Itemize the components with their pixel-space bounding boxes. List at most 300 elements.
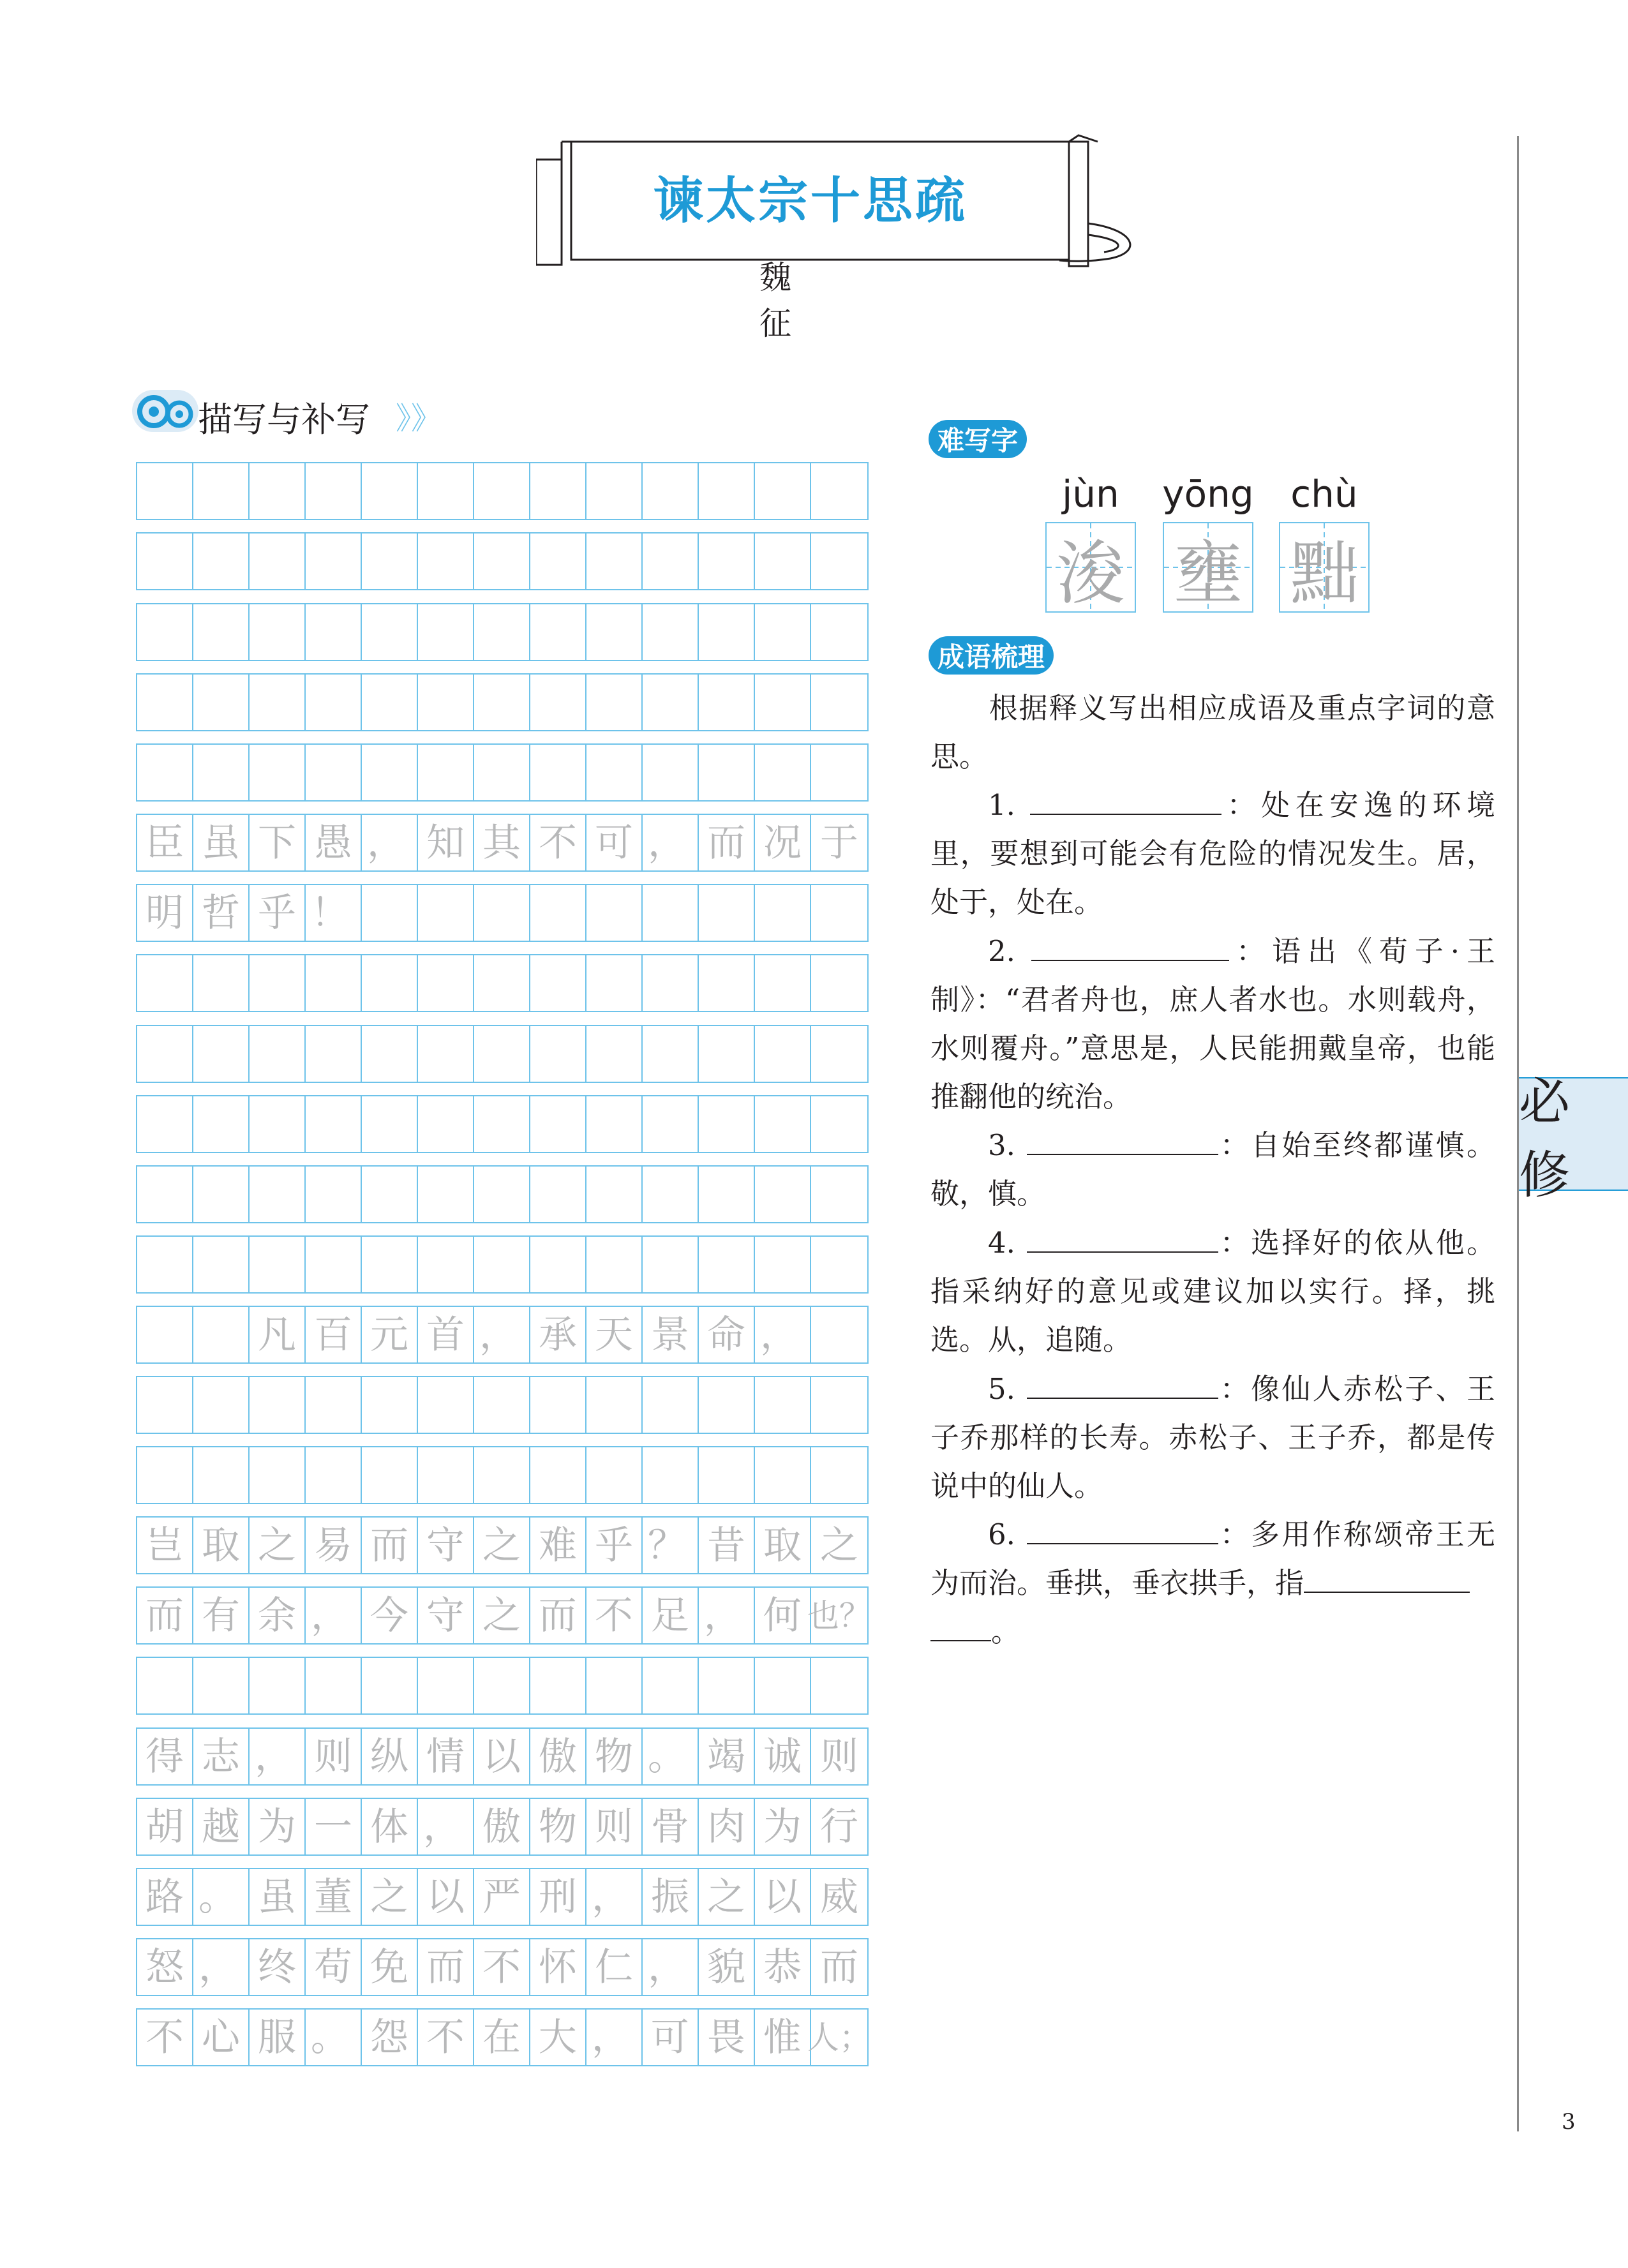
grid-cell[interactable] xyxy=(306,533,362,589)
grid-cell[interactable] xyxy=(418,1447,474,1503)
grid-cell[interactable]: 下 xyxy=(250,815,306,870)
grid-cell[interactable] xyxy=(306,1167,362,1222)
grid-cell[interactable] xyxy=(250,1447,306,1503)
grid-cell[interactable] xyxy=(755,463,811,519)
grid-cell[interactable]: ， xyxy=(250,1729,306,1784)
grid-cell[interactable] xyxy=(418,1377,474,1433)
grid-cell[interactable] xyxy=(193,1167,250,1222)
grid-cell[interactable] xyxy=(418,1026,474,1082)
grid-cell[interactable] xyxy=(418,1096,474,1152)
grid-cell[interactable] xyxy=(137,745,193,800)
grid-cell[interactable]: 胡 xyxy=(137,1799,193,1854)
grid-cell[interactable] xyxy=(586,1237,643,1292)
grid-cell[interactable]: 行 xyxy=(820,1804,859,1849)
grid-cell[interactable]: 之 xyxy=(362,1869,418,1925)
grid-cell[interactable] xyxy=(193,1658,250,1713)
grid-cell[interactable] xyxy=(306,1447,362,1503)
grid-cell[interactable]: 志 xyxy=(193,1729,250,1784)
grid-cell[interactable] xyxy=(474,745,530,800)
grid-cell[interactable]: 心 xyxy=(193,2010,250,2065)
grid-cell[interactable] xyxy=(586,675,643,730)
grid-cell[interactable]: 大 xyxy=(530,2010,586,2065)
grid-cell[interactable] xyxy=(250,745,306,800)
grid-cell[interactable]: 振 xyxy=(643,1869,699,1925)
grid-cell[interactable]: 体 xyxy=(362,1799,418,1854)
grid-cell[interactable] xyxy=(193,745,250,800)
grid-cell[interactable] xyxy=(755,1447,811,1503)
grid-cell[interactable]: 足 xyxy=(643,1588,699,1643)
grid-cell[interactable]: 以 xyxy=(474,1729,530,1784)
grid-cell[interactable]: 守 xyxy=(418,1518,474,1573)
grid-cell[interactable] xyxy=(755,1237,811,1292)
grid-cell[interactable] xyxy=(306,1026,362,1082)
grid-cell[interactable] xyxy=(530,675,586,730)
grid-cell[interactable]: 越 xyxy=(193,1799,250,1854)
grid-cell[interactable]: ， xyxy=(362,815,418,870)
grid-cell[interactable] xyxy=(474,1658,530,1713)
grid-cell[interactable] xyxy=(193,1237,250,1292)
grid-cell[interactable] xyxy=(137,1167,193,1222)
grid-cell[interactable]: 况 xyxy=(755,815,811,870)
grid-cell[interactable] xyxy=(362,1026,418,1082)
grid-cell[interactable]: 路 xyxy=(137,1869,193,1925)
grid-cell[interactable] xyxy=(530,1167,586,1222)
grid-cell[interactable] xyxy=(250,604,306,660)
grid-cell[interactable]: 在 xyxy=(474,2010,530,2065)
grid-cell[interactable] xyxy=(530,1237,586,1292)
grid-cell[interactable]: 承 xyxy=(530,1307,586,1362)
grid-cell[interactable] xyxy=(586,533,643,589)
grid-cell[interactable]: ， xyxy=(586,2010,643,2065)
grid-cell[interactable] xyxy=(250,1026,306,1082)
grid-cell[interactable] xyxy=(418,463,474,519)
grid-cell[interactable] xyxy=(811,885,867,941)
grid-cell[interactable] xyxy=(137,1026,193,1082)
grid-cell[interactable]: 傲 xyxy=(474,1799,530,1854)
grid-cell[interactable]: ， xyxy=(755,1307,811,1362)
grid-cell[interactable] xyxy=(811,1658,867,1713)
grid-cell[interactable]: 董 xyxy=(306,1869,362,1925)
grid-cell[interactable]: 其 xyxy=(474,815,530,870)
grid-cell[interactable] xyxy=(362,745,418,800)
grid-cell[interactable] xyxy=(643,604,699,660)
grid-cell[interactable] xyxy=(699,533,755,589)
grid-cell[interactable] xyxy=(530,955,586,1011)
grid-cell[interactable] xyxy=(699,1658,755,1713)
grid-cell[interactable] xyxy=(699,885,755,941)
grid-cell[interactable] xyxy=(474,463,530,519)
grid-cell[interactable] xyxy=(362,1377,418,1433)
grid-cell[interactable] xyxy=(811,1096,867,1152)
grid-cell[interactable] xyxy=(306,1377,362,1433)
grid-cell[interactable]: 天 xyxy=(586,1307,643,1362)
grid-cell[interactable] xyxy=(811,463,867,519)
grid-cell[interactable]: 怒 xyxy=(137,1939,193,1995)
grid-cell[interactable]: 刑 xyxy=(530,1869,586,1925)
grid-cell[interactable] xyxy=(362,463,418,519)
grid-cell[interactable] xyxy=(137,1237,193,1292)
grid-cell[interactable]: 今 xyxy=(362,1588,418,1643)
grid-cell[interactable] xyxy=(474,533,530,589)
grid-cell[interactable] xyxy=(586,1658,643,1713)
grid-cell[interactable] xyxy=(755,1096,811,1152)
grid-cell[interactable]: 余 xyxy=(250,1588,306,1643)
grid-cell[interactable] xyxy=(643,885,699,941)
grid-cell[interactable] xyxy=(250,533,306,589)
grid-cell[interactable]: 为 xyxy=(755,1799,811,1854)
grid-cell[interactable] xyxy=(137,533,193,589)
grid-cell[interactable] xyxy=(699,463,755,519)
grid-cell[interactable] xyxy=(418,1658,474,1713)
grid-cell[interactable] xyxy=(306,675,362,730)
grid-cell[interactable] xyxy=(137,1658,193,1713)
grid-cell[interactable] xyxy=(811,1237,867,1292)
grid-cell[interactable]: 不 xyxy=(530,815,586,870)
grid-cell[interactable]: 而 xyxy=(699,815,755,870)
grid-cell[interactable] xyxy=(530,463,586,519)
grid-cell[interactable] xyxy=(362,1658,418,1713)
grid-cell[interactable] xyxy=(530,1026,586,1082)
grid-cell[interactable] xyxy=(643,955,699,1011)
grid-cell[interactable]: ， xyxy=(643,1939,699,1995)
grid-cell[interactable]: 而 xyxy=(362,1518,418,1573)
grid-cell[interactable]: 而 xyxy=(530,1588,586,1643)
grid-cell[interactable] xyxy=(530,1658,586,1713)
grid-cell[interactable]: 仁 xyxy=(586,1939,643,1995)
grid-cell[interactable] xyxy=(699,1447,755,1503)
grid-cell[interactable] xyxy=(586,604,643,660)
grid-cell[interactable] xyxy=(250,463,306,519)
grid-cell[interactable] xyxy=(530,885,586,941)
grid-cell[interactable] xyxy=(193,1377,250,1433)
grid-cell[interactable] xyxy=(306,604,362,660)
grid-cell[interactable] xyxy=(137,1447,193,1503)
grid-cell[interactable] xyxy=(699,1096,755,1152)
grid-cell[interactable]: 之 xyxy=(474,1518,530,1573)
grid-cell[interactable]: 之 xyxy=(250,1518,306,1573)
grid-cell[interactable]: 纵 xyxy=(362,1729,418,1784)
grid-cell[interactable] xyxy=(586,955,643,1011)
grid-cell[interactable] xyxy=(755,675,811,730)
grid-cell[interactable]: 于 xyxy=(820,820,859,865)
answer-blank-6b[interactable] xyxy=(1304,1566,1470,1593)
grid-cell[interactable]: 终 xyxy=(250,1939,306,1995)
grid-cell[interactable]: 人； xyxy=(807,2018,871,2056)
grid-cell[interactable] xyxy=(474,955,530,1011)
grid-cell[interactable] xyxy=(811,675,867,730)
grid-cell[interactable] xyxy=(193,604,250,660)
grid-cell[interactable]: 怀 xyxy=(530,1939,586,1995)
grid-cell[interactable] xyxy=(811,955,867,1011)
grid-cell[interactable]: 物 xyxy=(530,1799,586,1854)
grid-cell[interactable]: 。 xyxy=(193,1869,250,1925)
grid-cell[interactable] xyxy=(362,1096,418,1152)
grid-cell[interactable] xyxy=(193,533,250,589)
grid-cell[interactable] xyxy=(474,604,530,660)
grid-cell[interactable]: ， xyxy=(586,1869,643,1925)
grid-cell[interactable] xyxy=(362,1167,418,1222)
grid-cell[interactable]: 。 xyxy=(643,1729,699,1784)
grid-cell[interactable]: 则 xyxy=(586,1799,643,1854)
answer-blank-6c[interactable] xyxy=(930,1615,991,1641)
grid-cell[interactable]: 易 xyxy=(306,1518,362,1573)
grid-cell[interactable] xyxy=(306,745,362,800)
grid-cell[interactable]: 乎 xyxy=(250,885,306,941)
grid-cell[interactable]: 得 xyxy=(137,1729,193,1784)
grid-cell[interactable] xyxy=(699,1377,755,1433)
grid-cell[interactable]: 惟 xyxy=(755,2010,811,2065)
answer-blank-6[interactable] xyxy=(1027,1518,1218,1544)
grid-cell[interactable]: 骨 xyxy=(643,1799,699,1854)
grid-cell[interactable]: 之 xyxy=(699,1869,755,1925)
grid-cell[interactable] xyxy=(474,1377,530,1433)
grid-cell[interactable]: 取 xyxy=(193,1518,250,1573)
grid-cell[interactable] xyxy=(643,533,699,589)
grid-cell[interactable] xyxy=(586,745,643,800)
answer-blank-5[interactable] xyxy=(1027,1372,1218,1399)
grid-cell[interactable] xyxy=(474,1167,530,1222)
grid-cell[interactable] xyxy=(418,675,474,730)
answer-blank-1[interactable] xyxy=(1030,788,1221,815)
grid-cell[interactable]: 以 xyxy=(418,1869,474,1925)
grid-cell[interactable] xyxy=(418,1167,474,1222)
grid-cell[interactable] xyxy=(474,1447,530,1503)
grid-cell[interactable]: 景 xyxy=(643,1307,699,1362)
grid-cell[interactable]: 首 xyxy=(418,1307,474,1362)
grid-cell[interactable]: 而 xyxy=(137,1588,193,1643)
grid-cell[interactable] xyxy=(755,1658,811,1713)
grid-cell[interactable] xyxy=(193,1096,250,1152)
grid-cell[interactable] xyxy=(250,1658,306,1713)
grid-cell[interactable]: 有 xyxy=(193,1588,250,1643)
grid-cell[interactable] xyxy=(250,955,306,1011)
grid-cell[interactable] xyxy=(586,885,643,941)
grid-cell[interactable] xyxy=(699,1167,755,1222)
grid-cell[interactable] xyxy=(137,463,193,519)
grid-cell[interactable] xyxy=(643,463,699,519)
grid-cell[interactable] xyxy=(193,463,250,519)
grid-cell[interactable] xyxy=(586,1377,643,1433)
grid-cell[interactable]: 不 xyxy=(418,2010,474,2065)
grid-cell[interactable]: 也？ xyxy=(807,1597,871,1634)
grid-cell[interactable]: 貌 xyxy=(699,1939,755,1995)
grid-cell[interactable] xyxy=(362,675,418,730)
grid-cell[interactable] xyxy=(643,675,699,730)
grid-cell[interactable] xyxy=(474,885,530,941)
grid-cell[interactable] xyxy=(362,604,418,660)
grid-cell[interactable] xyxy=(811,745,867,800)
grid-cell[interactable] xyxy=(530,745,586,800)
grid-cell[interactable] xyxy=(586,1447,643,1503)
grid-cell[interactable] xyxy=(418,604,474,660)
grid-cell[interactable] xyxy=(137,1377,193,1433)
grid-cell[interactable]: 虽 xyxy=(193,815,250,870)
grid-cell[interactable] xyxy=(699,1026,755,1082)
grid-cell[interactable]: 何 xyxy=(755,1588,811,1643)
grid-cell[interactable] xyxy=(811,1307,867,1362)
grid-cell[interactable]: 守 xyxy=(418,1588,474,1643)
grid-cell[interactable] xyxy=(811,1377,867,1433)
grid-cell[interactable] xyxy=(530,1377,586,1433)
grid-cell[interactable] xyxy=(755,745,811,800)
grid-cell[interactable] xyxy=(137,1307,193,1362)
grid-cell[interactable] xyxy=(811,604,867,660)
grid-cell[interactable] xyxy=(699,745,755,800)
grid-cell[interactable] xyxy=(474,1237,530,1292)
grid-cell[interactable] xyxy=(250,1096,306,1152)
grid-cell[interactable] xyxy=(811,533,867,589)
grid-cell[interactable]: 百 xyxy=(306,1307,362,1362)
grid-cell[interactable] xyxy=(137,604,193,660)
answer-blank-4[interactable] xyxy=(1027,1226,1218,1253)
grid-cell[interactable] xyxy=(586,1096,643,1152)
grid-cell[interactable] xyxy=(306,1658,362,1713)
grid-cell[interactable]: 之 xyxy=(474,1588,530,1643)
grid-cell[interactable]: 则 xyxy=(306,1729,362,1784)
grid-cell[interactable]: 可 xyxy=(643,2010,699,2065)
grid-cell[interactable]: 知 xyxy=(418,815,474,870)
grid-cell[interactable]: 可 xyxy=(586,815,643,870)
grid-cell[interactable] xyxy=(643,1096,699,1152)
grid-cell[interactable]: 严 xyxy=(474,1869,530,1925)
grid-cell[interactable] xyxy=(699,675,755,730)
grid-cell[interactable] xyxy=(250,675,306,730)
grid-cell[interactable]: ， xyxy=(699,1588,755,1643)
grid-cell[interactable] xyxy=(193,955,250,1011)
grid-cell[interactable]: 一 xyxy=(306,1799,362,1854)
grid-cell[interactable] xyxy=(474,675,530,730)
grid-cell[interactable]: 昔 xyxy=(699,1518,755,1573)
grid-cell[interactable] xyxy=(586,463,643,519)
grid-cell[interactable] xyxy=(250,1377,306,1433)
grid-cell[interactable] xyxy=(755,1026,811,1082)
grid-cell[interactable]: ？ xyxy=(643,1518,699,1573)
grid-cell[interactable] xyxy=(306,463,362,519)
grid-cell[interactable] xyxy=(474,1026,530,1082)
grid-cell[interactable]: 不 xyxy=(137,2010,193,2065)
grid-cell[interactable]: 哲 xyxy=(193,885,250,941)
grid-cell[interactable] xyxy=(811,1026,867,1082)
grid-cell[interactable] xyxy=(474,1096,530,1152)
grid-cell[interactable] xyxy=(643,1447,699,1503)
grid-cell[interactable]: 苟 xyxy=(306,1939,362,1995)
grid-cell[interactable] xyxy=(530,533,586,589)
grid-cell[interactable]: 取 xyxy=(755,1518,811,1573)
grid-cell[interactable] xyxy=(137,1096,193,1152)
grid-cell[interactable] xyxy=(755,1167,811,1222)
grid-cell[interactable] xyxy=(418,533,474,589)
grid-cell[interactable] xyxy=(193,675,250,730)
answer-blank-2[interactable] xyxy=(1031,934,1229,961)
grid-cell[interactable] xyxy=(193,1447,250,1503)
grid-cell[interactable] xyxy=(137,675,193,730)
grid-cell[interactable]: 乎 xyxy=(586,1518,643,1573)
grid-cell[interactable] xyxy=(306,955,362,1011)
grid-cell[interactable]: 不 xyxy=(474,1939,530,1995)
grid-cell[interactable] xyxy=(643,1237,699,1292)
grid-cell[interactable]: 则 xyxy=(820,1734,859,1779)
grid-cell[interactable] xyxy=(643,745,699,800)
grid-cell[interactable] xyxy=(250,1237,306,1292)
grid-cell[interactable] xyxy=(306,1237,362,1292)
grid-cell[interactable]: 为 xyxy=(250,1799,306,1854)
grid-cell[interactable]: 诚 xyxy=(755,1729,811,1784)
grid-cell[interactable] xyxy=(643,1167,699,1222)
grid-cell[interactable] xyxy=(755,604,811,660)
grid-cell[interactable] xyxy=(755,885,811,941)
grid-cell[interactable]: 畏 xyxy=(699,2010,755,2065)
grid-cell[interactable]: ， xyxy=(418,1799,474,1854)
grid-cell[interactable] xyxy=(362,885,418,941)
answer-blank-3[interactable] xyxy=(1027,1128,1218,1155)
grid-cell[interactable] xyxy=(418,745,474,800)
grid-cell[interactable] xyxy=(362,1447,418,1503)
grid-cell[interactable] xyxy=(418,955,474,1011)
grid-cell[interactable]: 。 xyxy=(306,2010,362,2065)
grid-cell[interactable]: 虽 xyxy=(250,1869,306,1925)
grid-cell[interactable] xyxy=(643,1658,699,1713)
grid-cell[interactable]: 凡 xyxy=(250,1307,306,1362)
grid-cell[interactable] xyxy=(699,1237,755,1292)
grid-cell[interactable]: 难 xyxy=(530,1518,586,1573)
grid-cell[interactable]: 恭 xyxy=(755,1939,811,1995)
grid-cell[interactable]: ， xyxy=(474,1307,530,1362)
side-tab[interactable] xyxy=(1519,1072,1628,1205)
grid-cell[interactable] xyxy=(699,604,755,660)
grid-cell[interactable]: 物 xyxy=(586,1729,643,1784)
grid-cell[interactable]: 竭 xyxy=(699,1729,755,1784)
grid-cell[interactable]: 臣 xyxy=(137,815,193,870)
grid-cell[interactable]: ， xyxy=(643,815,699,870)
grid-cell[interactable]: 以 xyxy=(755,1869,811,1925)
grid-cell[interactable]: 愚 xyxy=(306,815,362,870)
grid-cell[interactable] xyxy=(643,1026,699,1082)
grid-cell[interactable] xyxy=(362,955,418,1011)
grid-cell[interactable] xyxy=(250,1167,306,1222)
grid-cell[interactable] xyxy=(193,1307,250,1362)
grid-cell[interactable]: ， xyxy=(193,1939,250,1995)
grid-cell[interactable]: 元 xyxy=(362,1307,418,1362)
grid-cell[interactable]: 而 xyxy=(418,1939,474,1995)
grid-cell[interactable]: 命 xyxy=(699,1307,755,1362)
grid-cell[interactable] xyxy=(755,533,811,589)
grid-cell[interactable]: 肉 xyxy=(699,1799,755,1854)
grid-cell[interactable]: 怨 xyxy=(362,2010,418,2065)
grid-cell[interactable] xyxy=(193,1026,250,1082)
grid-cell[interactable]: 威 xyxy=(820,1874,859,1920)
grid-cell[interactable] xyxy=(362,533,418,589)
grid-cell[interactable] xyxy=(755,955,811,1011)
grid-cell[interactable]: 傲 xyxy=(530,1729,586,1784)
grid-cell[interactable] xyxy=(643,1377,699,1433)
grid-cell[interactable]: ！ xyxy=(306,885,362,941)
grid-cell[interactable] xyxy=(699,955,755,1011)
grid-cell[interactable] xyxy=(530,604,586,660)
grid-cell[interactable] xyxy=(418,885,474,941)
grid-cell[interactable]: 而 xyxy=(820,1944,859,1990)
grid-cell[interactable]: 服 xyxy=(250,2010,306,2065)
grid-cell[interactable]: ， xyxy=(306,1588,362,1643)
grid-cell[interactable] xyxy=(306,1096,362,1152)
grid-cell[interactable] xyxy=(362,1237,418,1292)
grid-cell[interactable] xyxy=(586,1167,643,1222)
grid-cell[interactable] xyxy=(811,1447,867,1503)
grid-cell[interactable]: 之 xyxy=(820,1523,859,1568)
grid-cell[interactable] xyxy=(530,1096,586,1152)
grid-cell[interactable] xyxy=(418,1237,474,1292)
grid-cell[interactable] xyxy=(755,1377,811,1433)
grid-cell[interactable]: 不 xyxy=(586,1588,643,1643)
